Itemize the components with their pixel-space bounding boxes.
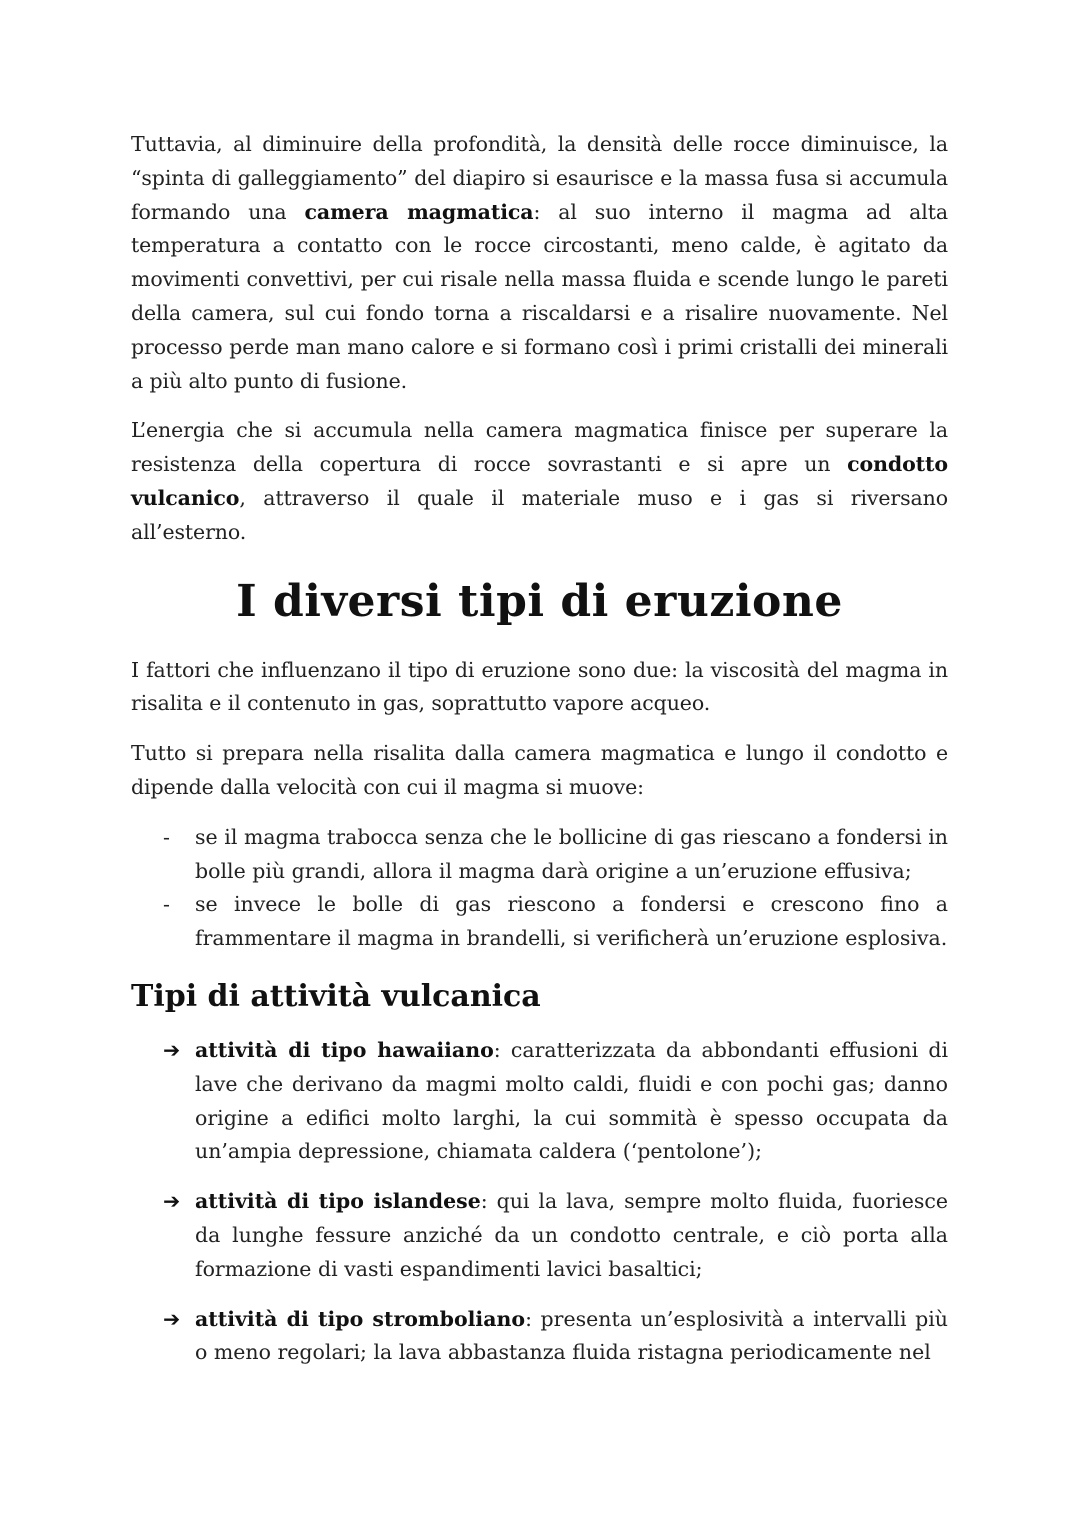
paragraph-text: : al suo interno il magma ad alta temperatura a contatto con le rocce circostanti, meno calde, è agitato da movimenti convettivi, per cui risale nella massa fluida e scende lungo le pareti della camera, sul cui fondo torna a riscaldarsi e a risalire nuovamente. Nel processo perde man mano calore e si formano così i primi cristalli dei minerali a più alto punto di fusione. (131, 199, 948, 393)
list-item-text: : qui la lava, sempre molto fluida, fuoriesce da lunghe fessure anziché da un condotto centrale, e ciò porta alla formazione di vasti espandimenti lavici basaltici; (195, 1189, 948, 1281)
list-item-text: se il magma trabocca senza che le bollicine di gas riescano a fondersi in bolle più grandi, allora il magma darà origine a un’eruzione effusiva; (195, 824, 948, 883)
dash-bullet: - (163, 892, 170, 917)
paragraph-text: L’energia che si accumula nella camera magmatica finisce per superare la resistenza della copertura di rocce sovrastanti e si apre un (131, 418, 948, 477)
arrow-right-icon: ➔ (163, 1306, 181, 1331)
list-item (131, 1303, 948, 1371)
list-item-text: se invece le bolle di gas riescono a fondersi e crescono fino a frammentare il magma in brandelli, si verificherà un’eruzione esplosiva. (195, 892, 948, 951)
heading-diversi-tipi-eruzione: I diversi tipi di eruzione (236, 575, 843, 627)
list-item-text: : presenta un’esplosività a intervalli più o meno regolari; la lava abbastanza fluida ristagna periodicamente nel (195, 1306, 948, 1365)
term-camera-magmatica: camera magmatica (304, 199, 534, 224)
dash-bullet: - (163, 824, 170, 849)
eruption-type-list (131, 821, 948, 956)
list-item (131, 888, 948, 956)
list-item (131, 1185, 948, 1286)
paragraph-risalita: Tutto si prepara nella risalita dalla camera magmatica e lungo il condotto e dipende dalla velocità con cui il magma si muove: (131, 741, 948, 799)
paragraph-condotto-vulcanico (131, 414, 948, 549)
term-condotto-vulcanico: condotto vulcanico (131, 452, 948, 510)
paragraph-text: , attraverso il quale il materiale muso e i gas si riversano all’esterno. (131, 485, 948, 544)
list-item (131, 1034, 948, 1169)
term-islandese: attività di tipo islandese (195, 1189, 481, 1214)
paragraph-text: Tuttavia, al diminuire della profondità, la densità delle rocce diminuisce, la “spinta di galleggiamento” del diapiro si esaurisce e la massa fusa si accumula formando una (131, 132, 948, 224)
paragraph-fattori: I fattori che influenzano il tipo di eruzione sono due: la viscosità del magma in risalita e il contenuto in gas, soprattutto vapore acqueo. (131, 657, 948, 716)
list-item-text: : caratterizzata da abbondanti effusioni di lave che derivano da magmi molto caldi, fluidi e con pochi gas; danno origine a edifici molto larghi, la cui sommità è spesso occupata da un’ampia depressione, chiamata caldera (‘pentolone’); (195, 1037, 949, 1164)
term-hawaiiano: attività di tipo hawaiiano (195, 1037, 494, 1062)
heading-tipi-attivita: Tipi di attività vulcanica (131, 978, 541, 1014)
list-item (131, 821, 948, 889)
arrow-right-icon: ➔ (163, 1037, 181, 1062)
arrow-right-icon: ➔ (163, 1189, 181, 1214)
term-stromboliano: attività di tipo stromboliano (195, 1306, 526, 1331)
activity-type-list (131, 1034, 948, 1370)
paragraph-camera-magmatica (131, 128, 948, 398)
document-page (131, 128, 948, 1386)
